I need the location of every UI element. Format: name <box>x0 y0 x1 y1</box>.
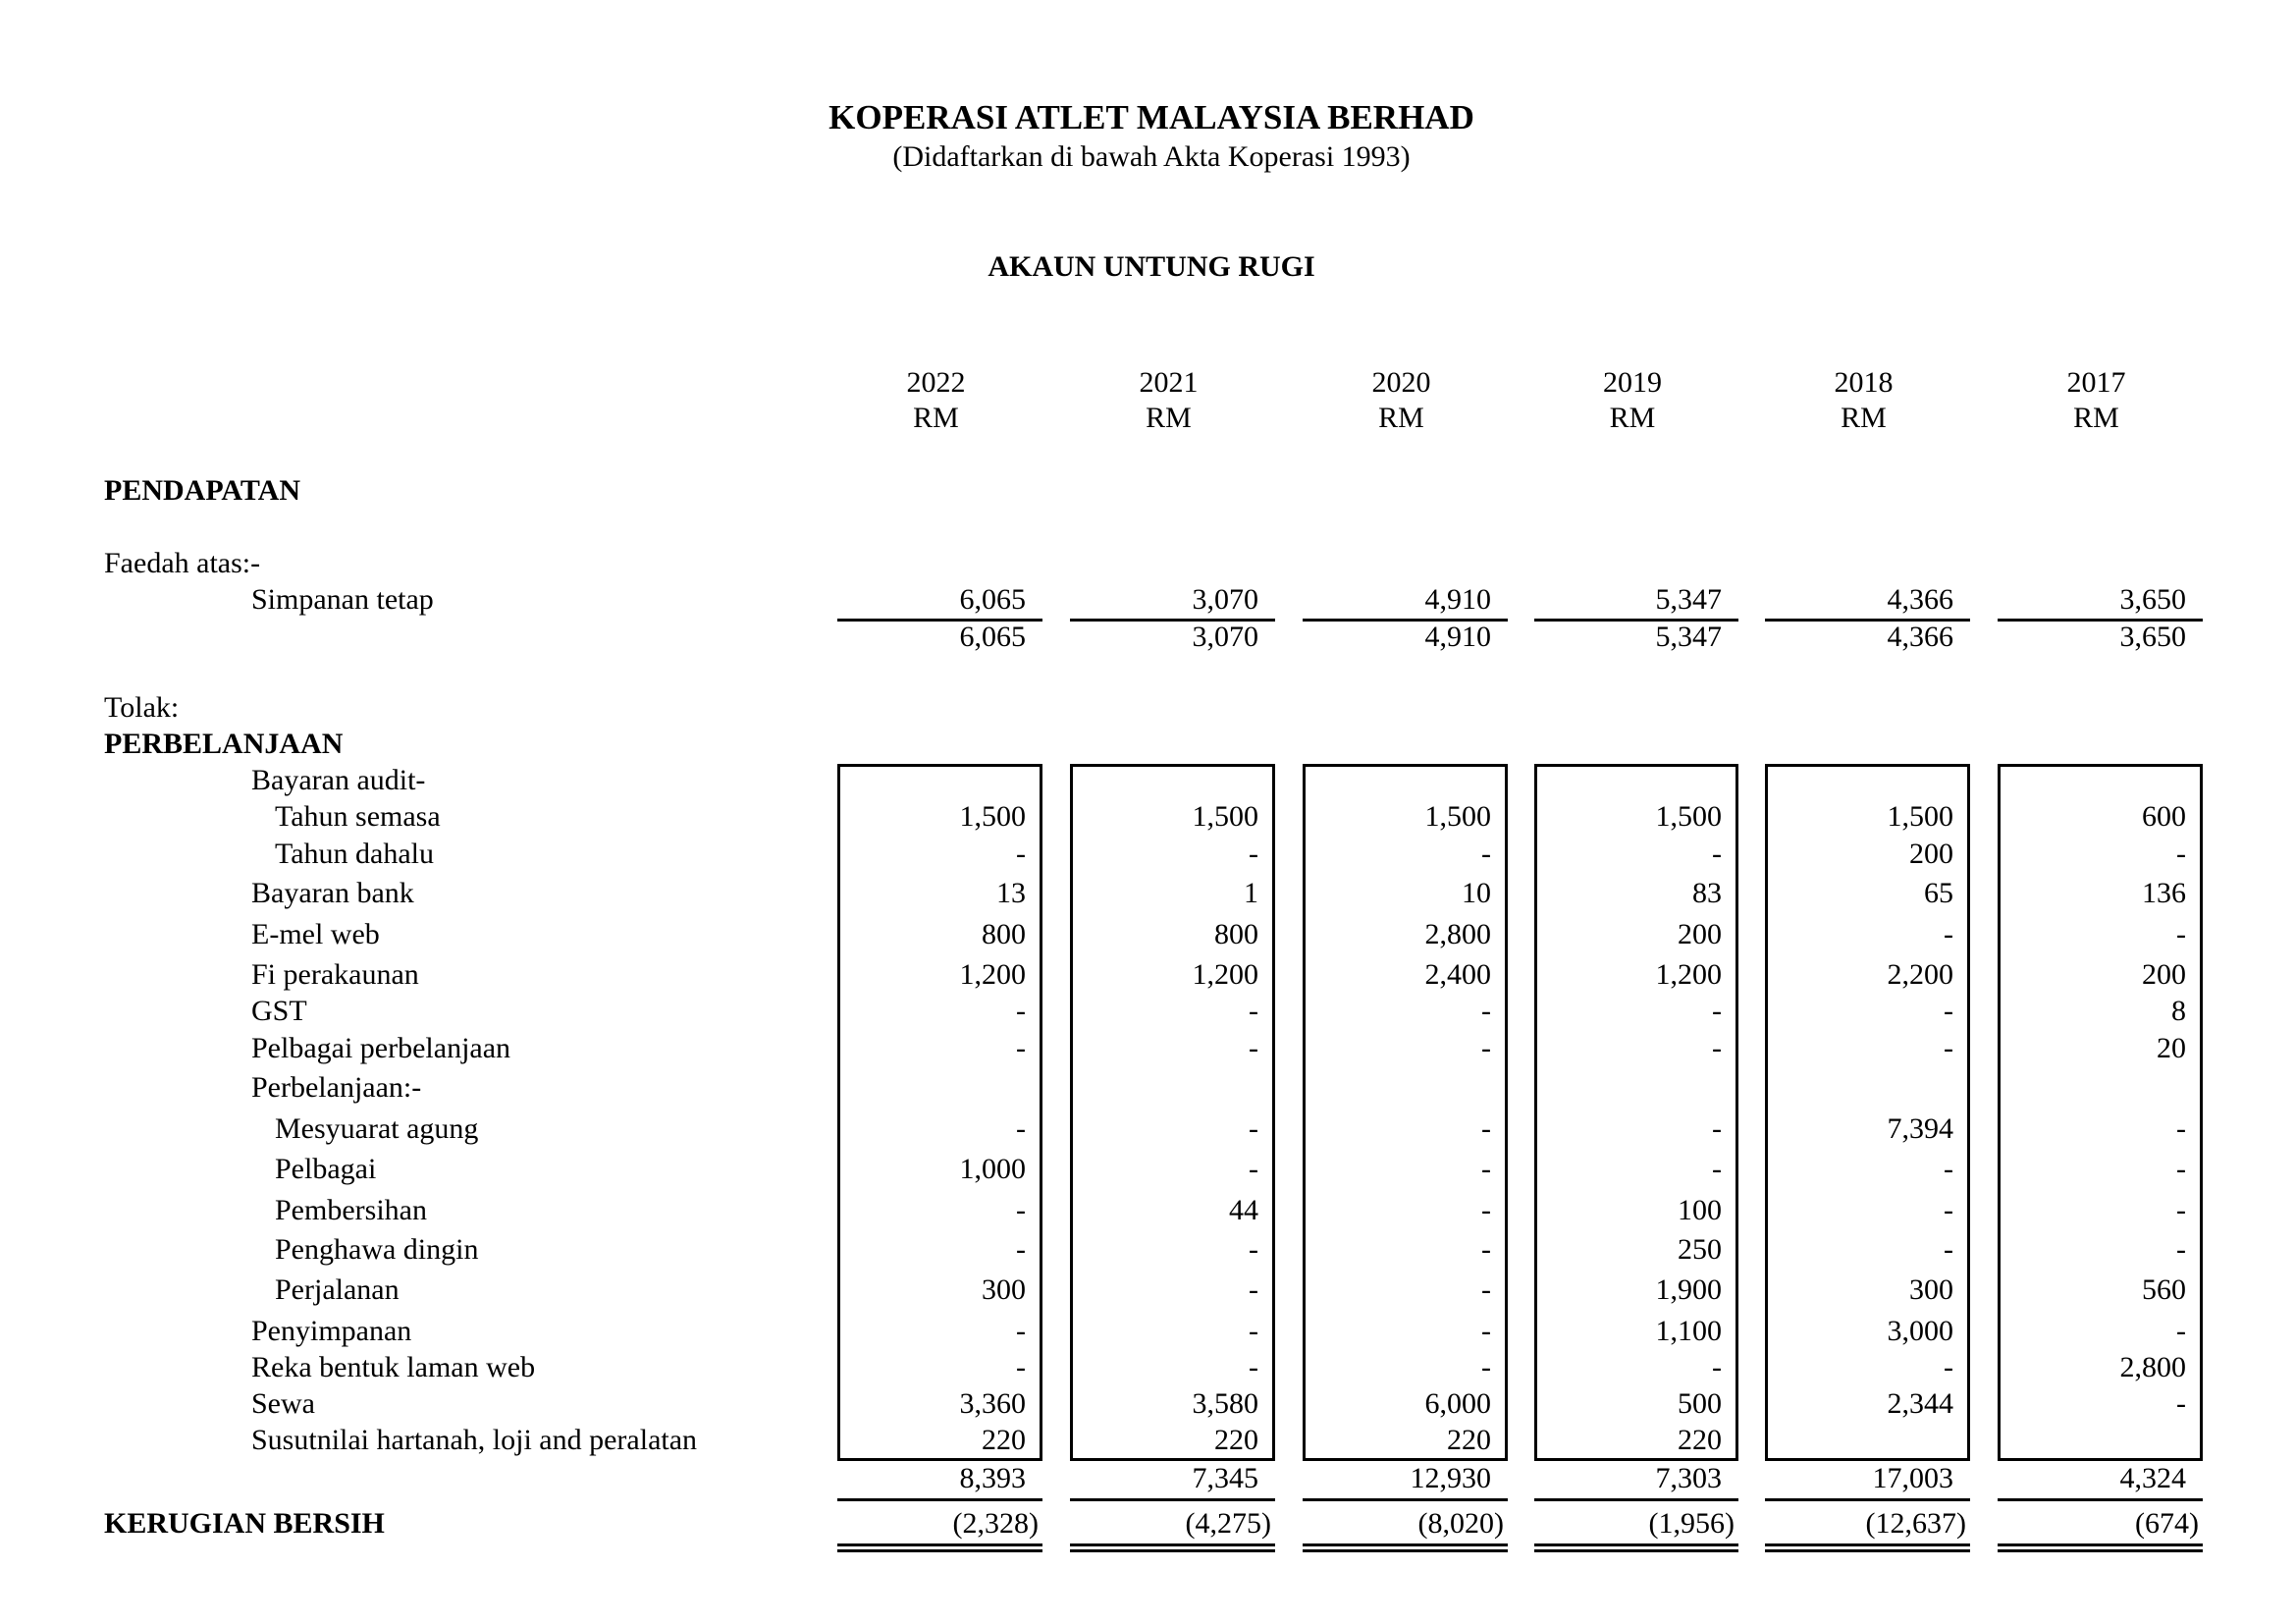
expense-row-value: 2,800 <box>1424 918 1491 950</box>
expense-row-value: 1,200 <box>1192 958 1258 991</box>
expense-row-value: - <box>2176 1233 2186 1266</box>
expense-row-value: - <box>1712 1032 1722 1064</box>
expense-row-value: 1 <box>1244 877 1258 909</box>
expense-row-value: 13 <box>996 877 1026 909</box>
expense-row-value: - <box>1016 838 1026 870</box>
net-loss-value: (12,637) <box>1865 1507 1966 1540</box>
expense-row-value: - <box>1249 1153 1258 1185</box>
column-currency: RM <box>1609 402 1656 434</box>
expense-row-label: Mesyuarat agung <box>275 1112 479 1145</box>
column-year: 2019 <box>1603 366 1662 399</box>
expense-row-value: - <box>2176 1112 2186 1145</box>
expense-row-label: GST <box>251 995 307 1027</box>
expense-row-label: Pembersihan <box>275 1194 427 1226</box>
income-item-value: 4,910 <box>1424 583 1491 616</box>
expense-row-value: - <box>1016 1194 1026 1226</box>
expense-row-value: 1,000 <box>959 1153 1026 1185</box>
expense-row-label: Fi perakaunan <box>251 958 419 991</box>
expense-row-value: - <box>2176 838 2186 870</box>
expense-row-value: 220 <box>1447 1424 1491 1456</box>
expense-row-value: - <box>1944 995 1953 1027</box>
total-rule <box>1534 1498 1738 1501</box>
income-item-value: 5,347 <box>1655 583 1722 616</box>
expense-section-label: PERBELANJAAN <box>104 728 344 760</box>
expense-row-value: - <box>1712 1153 1722 1185</box>
expense-total-value: 12,930 <box>1410 1462 1491 1494</box>
expense-row-label: Penyimpanan <box>251 1315 412 1347</box>
double-rule-bottom <box>1070 1549 1275 1552</box>
expense-total-value: 17,003 <box>1872 1462 1953 1494</box>
expense-row-label: Tahun semasa <box>275 800 441 833</box>
expense-row-label: E-mel web <box>251 918 380 950</box>
expense-row-value: - <box>1016 1351 1026 1383</box>
double-rule-top <box>1303 1543 1508 1546</box>
double-rule-bottom <box>1303 1549 1508 1552</box>
column-currency: RM <box>1841 402 1887 434</box>
expense-row-value: - <box>1249 1233 1258 1266</box>
expense-row-value: 2,400 <box>1424 958 1491 991</box>
double-rule-top <box>837 1543 1042 1546</box>
expense-row-label: Sewa <box>251 1387 315 1420</box>
expense-row-value: - <box>2176 1387 2186 1420</box>
expense-row-value: 1,500 <box>1887 800 1953 833</box>
expense-row-value: - <box>1249 1273 1258 1306</box>
expense-row-label: Pelbagai perbelanjaan <box>251 1032 511 1064</box>
income-total-value: 3,070 <box>1192 621 1258 653</box>
column-year: 2022 <box>906 366 966 399</box>
expense-row-value: 200 <box>1909 838 1953 870</box>
registration-note: (Didaftarkan di bawah Akta Koperasi 1993) <box>892 140 1411 173</box>
expense-row-value: - <box>1249 838 1258 870</box>
expense-row-value: - <box>1481 995 1491 1027</box>
net-loss-value: (2,328) <box>952 1507 1039 1540</box>
expense-row-value: - <box>1712 1351 1722 1383</box>
expense-row-value: 2,800 <box>2119 1351 2186 1383</box>
expense-row-value: 3,000 <box>1887 1315 1953 1347</box>
expense-row-value: - <box>2176 1315 2186 1347</box>
expense-row-value: - <box>1481 1273 1491 1306</box>
double-rule-bottom <box>1765 1549 1970 1552</box>
expense-total-value: 4,324 <box>2119 1462 2186 1494</box>
income-section-label: PENDAPATAN <box>104 474 300 507</box>
expense-row-value: 44 <box>1229 1194 1258 1226</box>
total-rule <box>1998 1498 2203 1501</box>
income-item-value: 4,366 <box>1887 583 1953 616</box>
expense-row-value: 3,360 <box>959 1387 1026 1420</box>
expense-row-value: - <box>1944 1032 1953 1064</box>
net-loss-value: (1,956) <box>1648 1507 1735 1540</box>
total-rule <box>1765 1498 1970 1501</box>
expense-row-value: 300 <box>982 1273 1026 1306</box>
double-rule-top <box>1070 1543 1275 1546</box>
column-year: 2021 <box>1139 366 1199 399</box>
expense-row-value: - <box>1944 1194 1953 1226</box>
column-currency: RM <box>2073 402 2119 434</box>
expense-row-value: - <box>1249 995 1258 1027</box>
double-rule-bottom <box>837 1549 1042 1552</box>
expense-row-label: Tahun dahalu <box>275 838 435 870</box>
double-rule-top <box>1998 1543 2203 1546</box>
expense-row-value: - <box>1016 1233 1026 1266</box>
expense-row-value: 2,344 <box>1887 1387 1953 1420</box>
expense-row-value: 500 <box>1678 1387 1722 1420</box>
expense-row-value: 1,200 <box>959 958 1026 991</box>
expense-row-value: 800 <box>1214 918 1258 950</box>
expense-row-value: 1,200 <box>1655 958 1722 991</box>
expense-row-value: - <box>2176 918 2186 950</box>
total-rule <box>837 1498 1042 1501</box>
expense-row-value: - <box>1944 1351 1953 1383</box>
expense-total-value: 7,303 <box>1655 1462 1722 1494</box>
expense-row-value: - <box>1249 1351 1258 1383</box>
expense-row-value: - <box>1944 1233 1953 1266</box>
expense-row-value: 83 <box>1692 877 1722 909</box>
expense-row-value: 7,394 <box>1887 1112 1953 1145</box>
expense-row-value: - <box>1249 1032 1258 1064</box>
expense-row-value: 8 <box>2171 995 2186 1027</box>
expense-row-value: - <box>1249 1112 1258 1145</box>
expense-row-value: 200 <box>1678 918 1722 950</box>
column-year: 2018 <box>1834 366 1894 399</box>
expense-row-value: - <box>1481 838 1491 870</box>
net-loss-label: KERUGIAN BERSIH <box>104 1507 385 1540</box>
expense-row-value: - <box>1712 1112 1722 1145</box>
expense-row-value: 136 <box>2142 877 2186 909</box>
expense-row-label: Susutnilai hartanah, loji and peralatan <box>251 1424 698 1456</box>
expense-row-value: - <box>1481 1233 1491 1266</box>
income-total-value: 6,065 <box>959 621 1026 653</box>
column-year: 2020 <box>1371 366 1431 399</box>
expense-row-value: 200 <box>2142 958 2186 991</box>
net-loss-value: (674) <box>2135 1507 2199 1540</box>
expense-row-value: - <box>1016 1032 1026 1064</box>
double-rule-bottom <box>1534 1549 1738 1552</box>
expense-row-value: - <box>1016 1112 1026 1145</box>
expense-row-value: 300 <box>1909 1273 1953 1306</box>
expense-row-value: 10 <box>1462 877 1491 909</box>
expense-row-value: - <box>1481 1032 1491 1064</box>
column-currency: RM <box>1378 402 1424 434</box>
total-rule <box>1070 1498 1275 1501</box>
expense-row-value: 20 <box>2157 1032 2186 1064</box>
income-item-value: 6,065 <box>959 583 1026 616</box>
expense-row-value: 1,100 <box>1655 1315 1722 1347</box>
expense-row-value: 3,580 <box>1192 1387 1258 1420</box>
expense-row-value: 560 <box>2142 1273 2186 1306</box>
expense-row-value: - <box>1481 1112 1491 1145</box>
income-item-value: 3,070 <box>1192 583 1258 616</box>
expense-row-value: - <box>2176 1153 2186 1185</box>
expense-row-value: - <box>1481 1194 1491 1226</box>
double-rule-bottom <box>1998 1549 2203 1552</box>
expense-row-label: Bayaran audit- <box>251 764 426 796</box>
expense-row-value: - <box>1016 995 1026 1027</box>
expense-total-value: 8,393 <box>959 1462 1026 1494</box>
net-loss-value: (4,275) <box>1185 1507 1271 1540</box>
organization-name: KOPERASI ATLET MALAYSIA BERHAD <box>828 98 1474 136</box>
statement-title: AKAUN UNTUNG RUGI <box>988 250 1315 283</box>
expense-row-value: - <box>1944 1153 1953 1185</box>
expense-row-value: - <box>1481 1315 1491 1347</box>
expense-row-label: Reka bentuk laman web <box>251 1351 536 1383</box>
income-total-value: 3,650 <box>2119 621 2186 653</box>
expense-total-value: 7,345 <box>1192 1462 1258 1494</box>
expense-row-value: - <box>1481 1351 1491 1383</box>
double-rule-top <box>1534 1543 1738 1546</box>
expense-row-value: - <box>1249 1315 1258 1347</box>
expense-row-value: 65 <box>1924 877 1953 909</box>
income-item-value: 3,650 <box>2119 583 2186 616</box>
expense-row-value: 1,500 <box>1424 800 1491 833</box>
expense-row-value: 250 <box>1678 1233 1722 1266</box>
expense-row-label: Perbelanjaan:- <box>251 1071 422 1104</box>
expense-row-value: 220 <box>1678 1424 1722 1456</box>
expense-row-value: 600 <box>2142 800 2186 833</box>
column-currency: RM <box>913 402 959 434</box>
less-label: Tolak: <box>104 691 180 724</box>
expense-row-value: 220 <box>1214 1424 1258 1456</box>
income-item-label: Simpanan tetap <box>251 583 434 616</box>
expense-row-value: 800 <box>982 918 1026 950</box>
expense-row-value: - <box>1712 995 1722 1027</box>
column-currency: RM <box>1146 402 1192 434</box>
expense-row-value: - <box>1944 918 1953 950</box>
expense-row-label: Penghawa dingin <box>275 1233 479 1266</box>
expense-row-value: - <box>1712 838 1722 870</box>
expense-row-value: 1,500 <box>1655 800 1722 833</box>
expense-row-value: 6,000 <box>1424 1387 1491 1420</box>
expense-row-value: - <box>2176 1194 2186 1226</box>
income-total-value: 4,366 <box>1887 621 1953 653</box>
expense-row-value: 220 <box>982 1424 1026 1456</box>
expense-row-value: 1,500 <box>1192 800 1258 833</box>
income-total-value: 5,347 <box>1655 621 1722 653</box>
expense-row-label: Pelbagai <box>275 1153 377 1185</box>
expense-row-value: 2,200 <box>1887 958 1953 991</box>
expense-row-value: - <box>1016 1315 1026 1347</box>
net-loss-value: (8,020) <box>1417 1507 1504 1540</box>
expense-row-value: 1,900 <box>1655 1273 1722 1306</box>
double-rule-top <box>1765 1543 1970 1546</box>
expense-row-label: Perjalanan <box>275 1273 400 1306</box>
column-year: 2017 <box>2066 366 2126 399</box>
expense-row-value: 1,500 <box>959 800 1026 833</box>
expense-row-value: - <box>1481 1153 1491 1185</box>
income-total-value: 4,910 <box>1424 621 1491 653</box>
expense-row-label: Bayaran bank <box>251 877 414 909</box>
total-rule <box>1303 1498 1508 1501</box>
expense-row-value: 100 <box>1678 1194 1722 1226</box>
income-group-label: Faedah atas:- <box>104 547 261 579</box>
